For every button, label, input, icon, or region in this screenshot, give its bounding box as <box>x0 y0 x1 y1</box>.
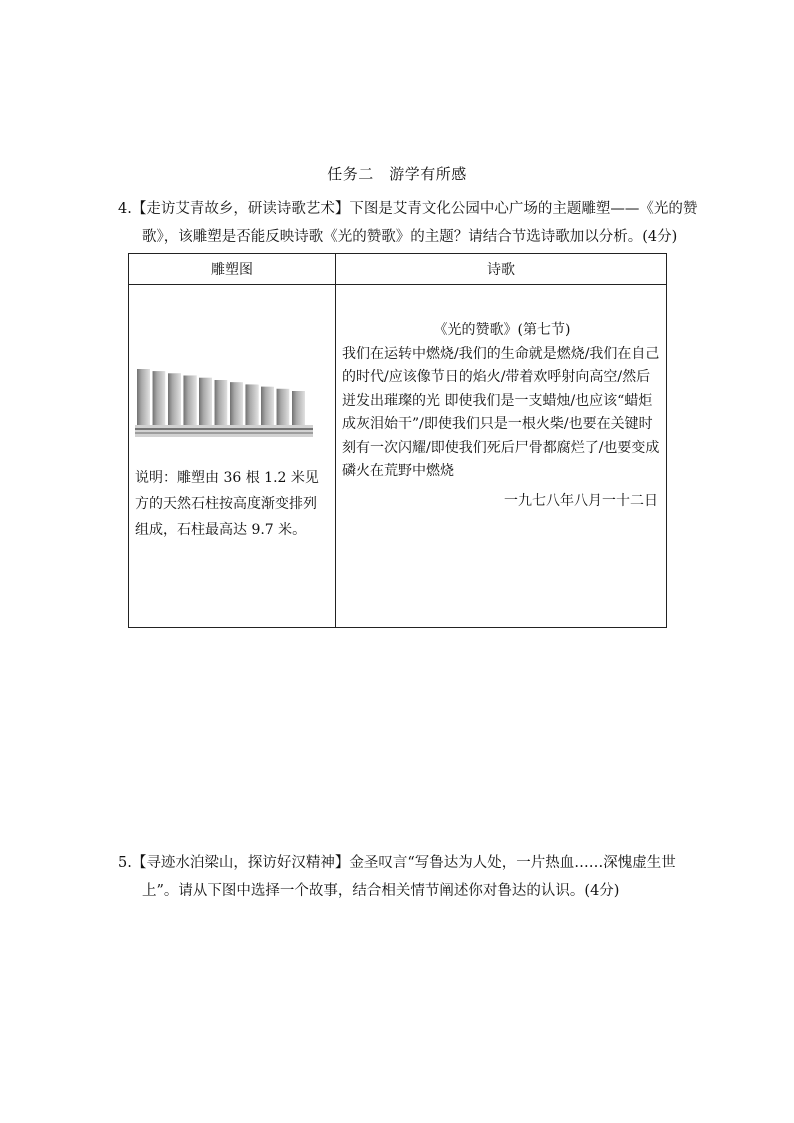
poem-date: 一九七八年八月一十二日 <box>504 492 658 509</box>
sculpture-pillar-texture <box>137 369 150 425</box>
table-body-row <box>129 285 667 628</box>
header-poem: 诗歌 <box>336 254 667 285</box>
question-5 <box>118 849 678 905</box>
sculpture-pillar-texture <box>168 373 181 425</box>
poem-body: 我们在运转中燃烧/我们的生命就是燃烧/我们在自己的时代/应该像节日的焰火/带着欢呼射向高空/然后迸发出璀璨的光 即使我们是一支蜡烛/也应该“蜡炬成灰泪始干”/即使我们只是一根火柴/也要在关键时刻有一次闪耀/即使我们死后尸骨都腐烂了/也要变成磷火在荒野中燃烧 <box>342 345 660 479</box>
sculpture-pillar-texture <box>230 382 243 425</box>
poem-cell <box>336 285 667 628</box>
sculpture-pillar-texture <box>184 376 197 425</box>
table-header-row <box>129 254 667 285</box>
question-5-line-2: 上”。请从下图中选择一个故事，结合相关情节阐述你对鲁达的认识。(4分) <box>142 883 620 899</box>
sculpture-poem-table <box>128 253 667 628</box>
sculpture-cell <box>129 285 336 628</box>
header-sculpture: 雕塑图 <box>129 254 336 285</box>
sculpture-pillar-texture <box>215 380 228 425</box>
poem-title: 《光的赞歌》(第七节) <box>433 322 571 338</box>
poem-excerpt <box>342 319 662 513</box>
sculpture-pillar-texture <box>261 387 274 425</box>
sculpture-pillar-texture <box>277 389 290 425</box>
sculpture-explanation: 说明：雕塑由 36 根 1.2 米见方的天然石柱按高度渐变排列组成，石柱最高达 9.7 米。 <box>135 470 319 538</box>
question-4 <box>118 195 698 251</box>
sculpture-pillar-texture <box>199 378 212 425</box>
sculpture-pillar-texture <box>153 371 166 425</box>
question-5-line-1: 5.【寻迹水泊梁山，探访好汉精神】金圣叹言“写鲁达为人处，一片热血……深愧虚生世 <box>118 855 676 871</box>
question-4-line-2: 歌》，该雕塑是否能反映诗歌《光的赞歌》的主题？请结合节选诗歌加以分析。(4分) <box>142 229 678 245</box>
sculpture-pillar-texture <box>246 384 259 425</box>
sculpture-pillar-texture <box>292 391 305 425</box>
question-4-line-1: 4.【走访艾青故乡，研读诗歌艺术】下图是艾青文化公园中心广场的主题雕塑——《光的赞 <box>118 201 698 217</box>
section-title: 任务二 游学有所感 <box>327 165 467 183</box>
sculpture-image <box>135 365 313 437</box>
